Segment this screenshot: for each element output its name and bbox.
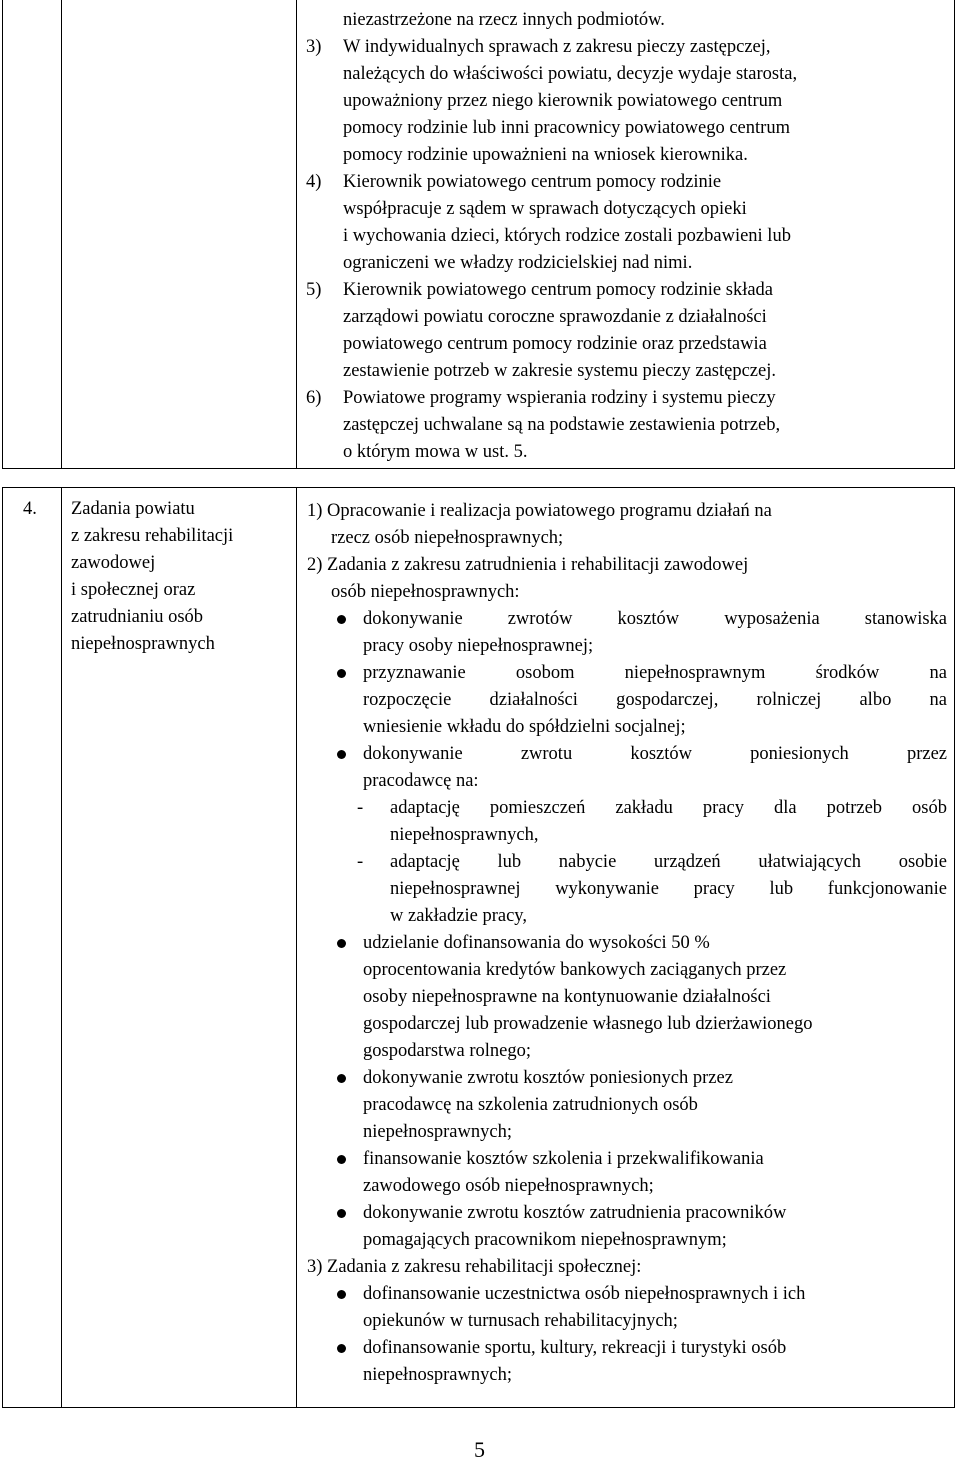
table-row-4 [2,487,955,1408]
number-cell [3,0,62,468]
bullet-icon [337,750,346,759]
text-line: adaptację lub nabycie urządzeń ułatwiających osobie [390,852,947,872]
paragraph-1 [307,498,947,552]
text-line: oprocentowania kredytów bankowych zaciąganych przez [363,960,787,980]
text-line: upoważniony przez niego kierownik powiatowego centrum [343,91,783,111]
bullet-icon [337,1209,346,1218]
text-line: zarządowi powiatu coroczne sprawozdanie z działalności [343,307,767,327]
label-line: z zakresu rehabilitacji [71,526,234,546]
dash-mark: - [357,852,364,872]
text-line: pracy osoby niepełnosprawnej; [363,636,594,656]
text-line: osoby niepełnosprawne na kontynuowanie działalności [363,987,771,1007]
text-line: finansowanie kosztów szkolenia i przekwalifikowania [363,1149,764,1169]
text-line: powiatowego centrum pomocy rodzinie oraz przedstawia [343,334,767,354]
row-number: 4. [23,499,37,519]
text-line: zestawienie potrzeb w zakresie systemu pieczy zastępczej. [343,361,776,381]
text-line: i wychowania dzieci, których rodzice zostali pozbawieni lub [343,226,791,246]
text-line: gospodarstwa rolnego; [363,1041,532,1061]
label-line: niepełnosprawnych [71,634,215,654]
bullet-icon [337,615,346,624]
text-line: pracodawcę na: [363,771,479,791]
bullet-item [307,606,947,660]
text-line: adaptację pomieszczeń zakładu pracy dla potrzeb osób [390,798,947,818]
text-line: pomocy rodzinie upoważnieni na wniosek kierownika. [343,145,748,165]
label-line: Zadania powiatu [71,499,195,519]
list-item [306,385,948,466]
bullet-icon [337,1290,346,1299]
list-item [306,34,948,169]
bullet-item [307,1065,947,1146]
text-line: niepełnosprawnych, [390,825,539,845]
text-line: 1) Opracowanie i realizacja powiatowego programu działań na [307,501,772,521]
text-line: Kierownik powiatowego centrum pomocy rodzinie składa [343,280,774,300]
page-number: 5 [474,1437,485,1462]
text-line: 3) Zadania z zakresu rehabilitacji społecznej: [307,1257,642,1277]
item-number: 4) [306,172,322,192]
dash-mark: - [357,798,364,818]
text-line: udzielanie dofinansowania do wysokości 50 % [363,933,710,953]
text-line: pomagających pracownikom niepełnosprawnym; [363,1230,727,1250]
content-text [307,498,947,1389]
row-label [71,496,293,658]
text-line: dokonywanie zwrotu kosztów poniesionych przez [363,1068,733,1088]
text-line: dokonywanie zwrotów kosztów wyposażenia stanowiska [363,609,947,629]
text-line: Kierownik powiatowego centrum pomocy rodzinie [343,172,722,192]
number-cell [3,488,62,1407]
bullet-item [307,930,947,1065]
bullet-icon [337,1344,346,1353]
item-number: 3) [306,37,322,57]
label-line: zawodowej [71,553,156,573]
bullet-icon [337,1155,346,1164]
text-line: ograniczeni we władzy rodzicielskiej nad nimi. [343,253,693,273]
text-line: niepełnosprawnych; [363,1122,512,1142]
paragraph-2 [307,552,947,606]
text-line: przyznawanie osobom niepełnosprawnym środków na [363,663,947,683]
list-item [306,277,948,385]
bullet-item [307,1146,947,1200]
text-line: niepełnosprawnej wykonywanie pracy lub funkcjonowanie [390,879,947,899]
text-line: rzecz osób niepełnosprawnych; [331,528,564,548]
bullet-item [307,660,947,741]
text-line: pracodawcę na szkolenia zatrudnionych osób [363,1095,698,1115]
text-line: W indywidualnych sprawach z zakresu pieczy zastępczej, [343,37,771,57]
content-cell [297,0,954,468]
dash-item [307,795,947,849]
text-line: gospodarczej lub prowadzenie własnego lub dzierżawionego [363,1014,813,1034]
dash-item [307,849,947,930]
text-line: wniesienie wkładu do spółdzielni socjalnej; [363,717,686,737]
text-line: współpracuje z sądem w sprawach dotyczących opieki [343,199,747,219]
bullet-item [307,1200,947,1254]
text-line: dofinansowanie uczestnictwa osób niepełnosprawnych i ich [363,1284,806,1304]
text-line: osób niepełnosprawnych: [331,582,520,602]
text-line: o którym mowa w ust. 5. [343,442,528,462]
text-line: dokonywanie zwrotu kosztów poniesionych przez [363,744,947,764]
text-line: należących do właściwości powiatu, decyzje wydaje starosta, [343,64,798,84]
bullet-item [307,1335,947,1389]
bullet-item [307,1281,947,1335]
content-text [306,7,948,466]
text-line: 2) Zadania z zakresu zatrudnienia i rehabilitacji zawodowej [307,555,749,575]
text-line: niepełnosprawnych; [363,1365,512,1385]
item-number: 6) [306,388,322,408]
label-line: i społecznej oraz [71,580,196,600]
text-line: zawodowego osób niepełnosprawnych; [363,1176,654,1196]
continuation-line: niezastrzeżone na rzecz innych podmiotów. [343,10,665,30]
label-cell [61,0,297,468]
list-item [306,169,948,277]
bullet-icon [337,1074,346,1083]
text-line: w zakładzie pracy, [390,906,527,926]
text-line: zastępczej uchwalane są na podstawie zestawienia potrzeb, [343,415,781,435]
table-row-continuation [2,0,955,469]
bullet-icon [337,669,346,678]
item-number: 5) [306,280,322,300]
content-cell [297,488,954,1407]
text-line: opiekunów w turnusach rehabilitacyjnych; [363,1311,678,1331]
label-cell [61,488,297,1407]
paragraph-3 [307,1254,947,1281]
bullet-icon [337,939,346,948]
text-line: rozpoczęcie działalności gospodarczej, rolniczej albo na [363,690,947,710]
text-line: Powiatowe programy wspierania rodziny i systemu pieczy [343,388,776,408]
text-line: dofinansowanie sportu, kultury, rekreacji i turystyki osób [363,1338,787,1358]
bullet-item [307,741,947,795]
label-line: zatrudnianiu osób [71,607,204,627]
text-line: dokonywanie zwrotu kosztów zatrudnienia pracowników [363,1203,787,1223]
text-line: pomocy rodzinie lub inni pracownicy powiatowego centrum [343,118,790,138]
